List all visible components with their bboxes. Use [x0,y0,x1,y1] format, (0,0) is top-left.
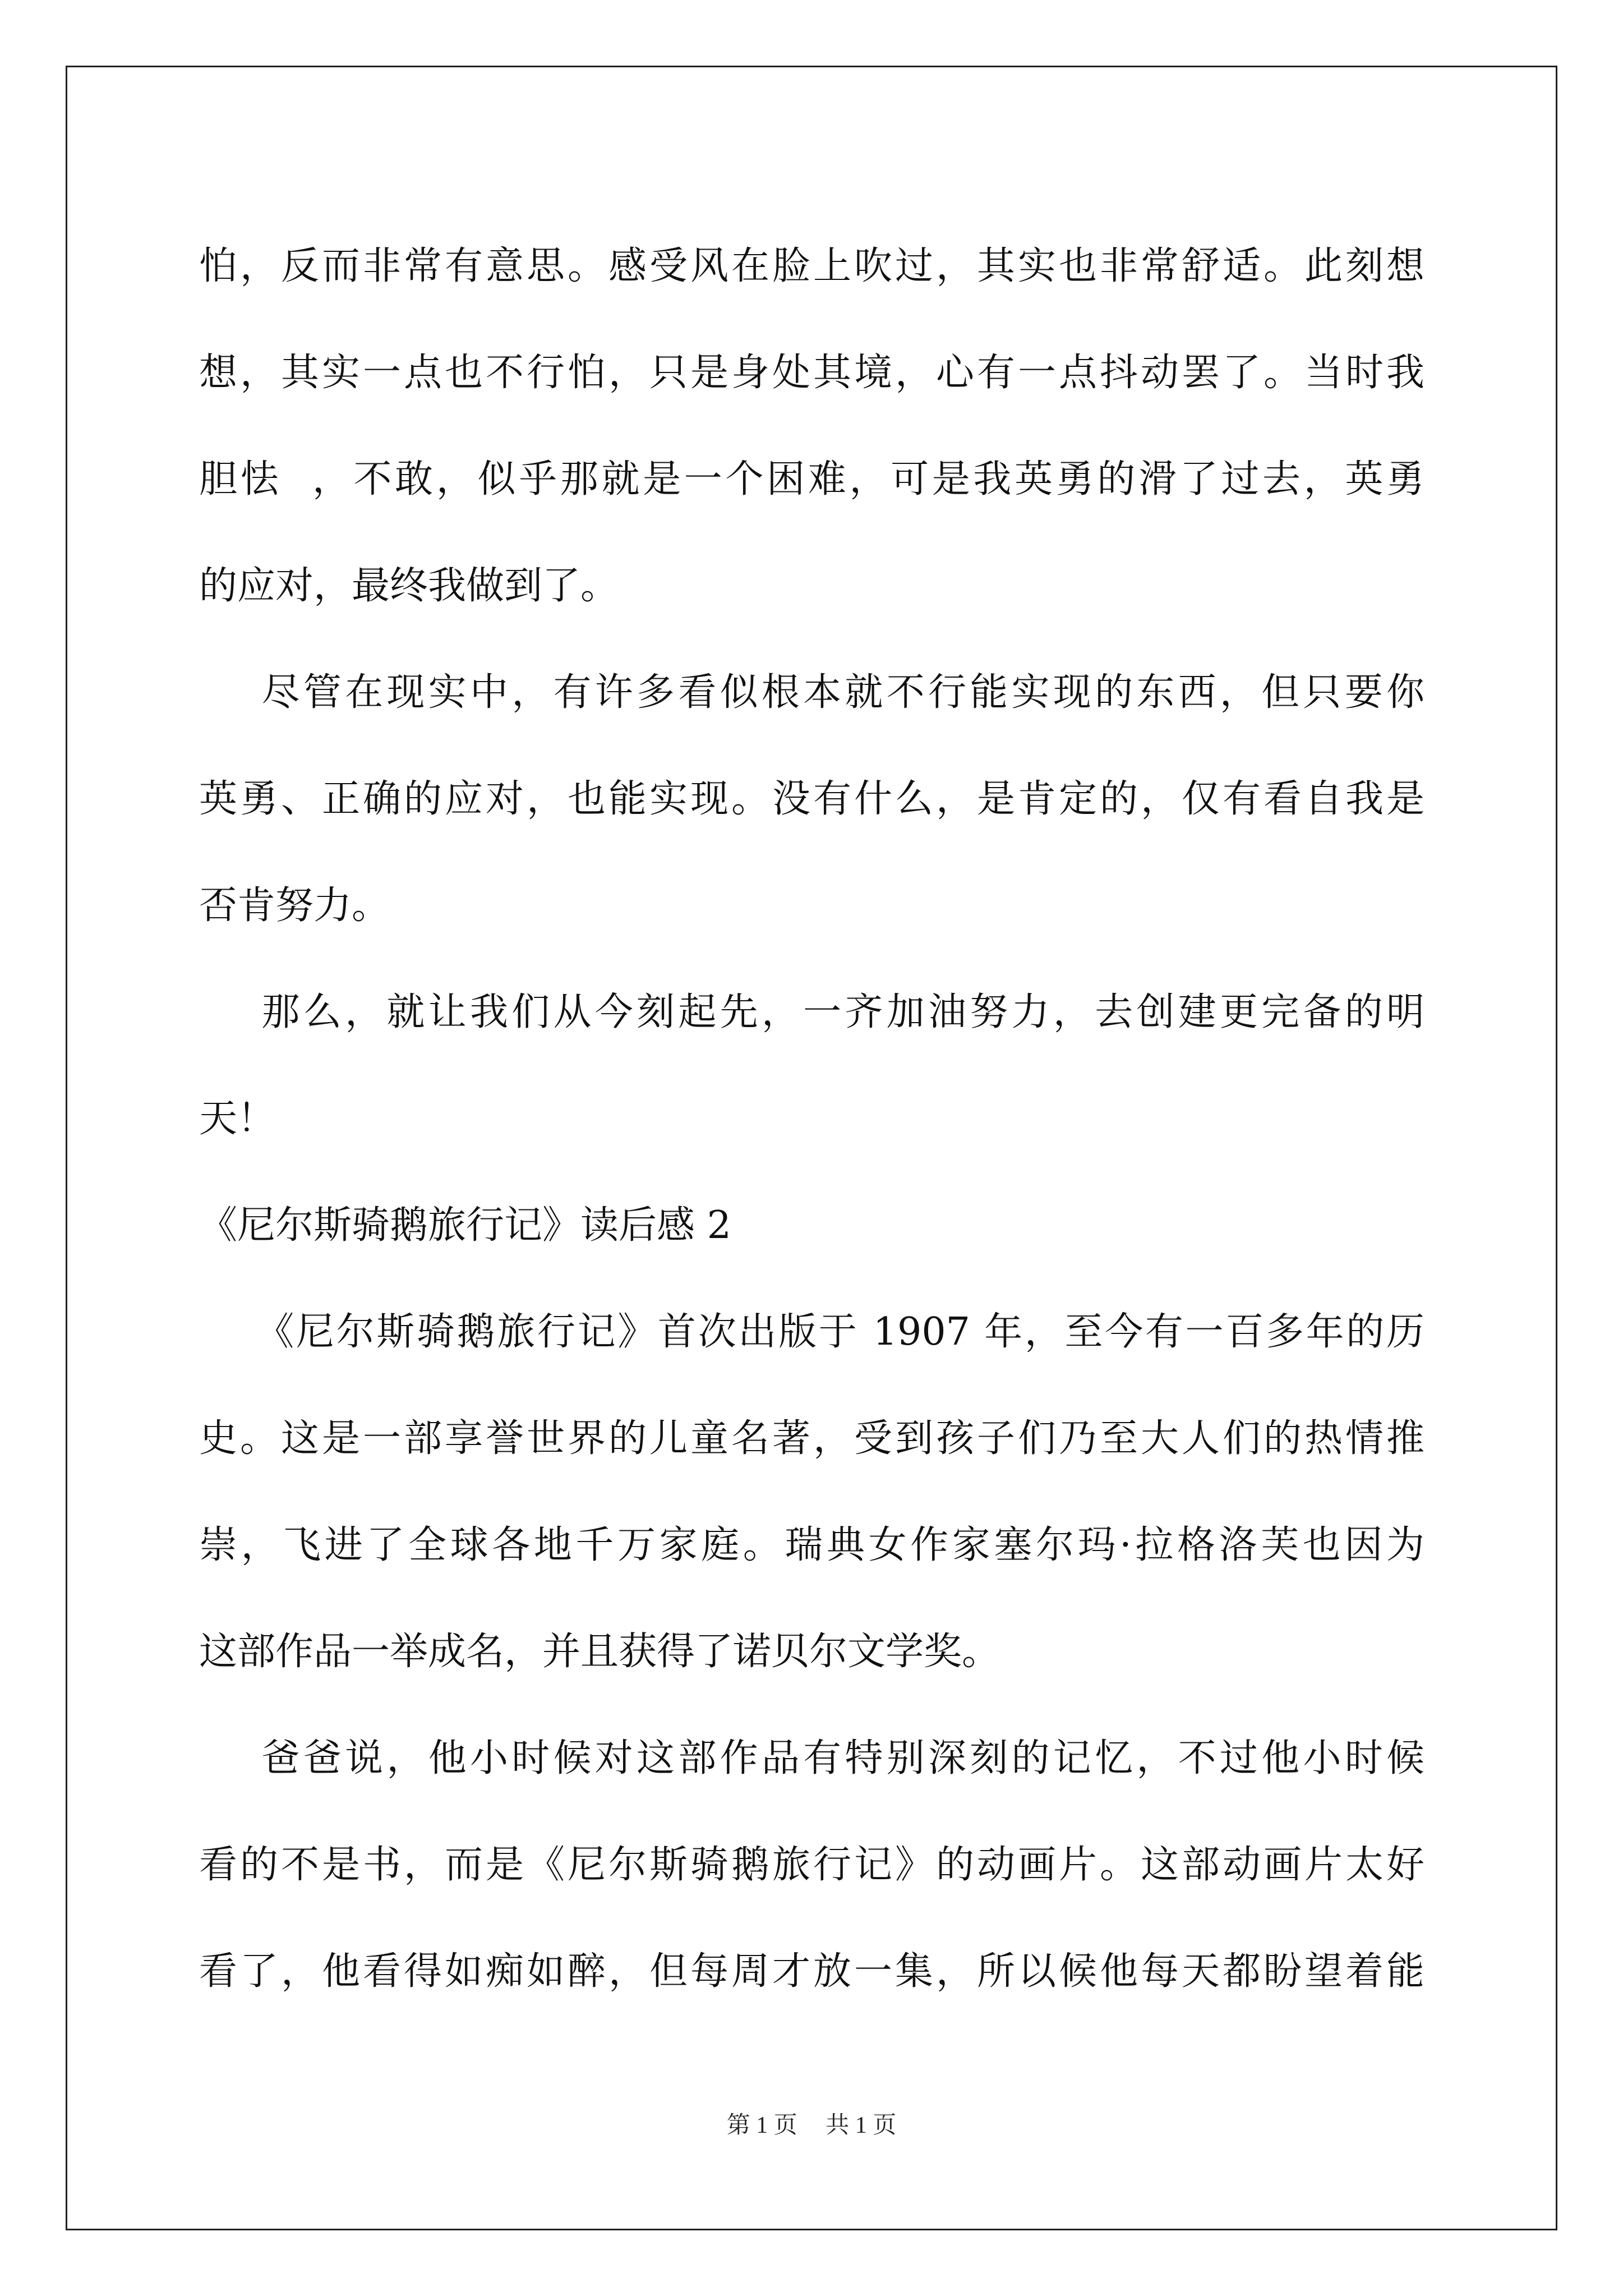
section-heading: 《尼尔斯骑鹅旅行记》读后感 2 [199,1203,731,1248]
page-number: 第 1 页 [726,2113,797,2138]
text-line: 胆怯 ，不敢，似乎那就是一个困难，可是我英勇的滑了过去，英勇 [199,457,1424,501]
page-total: 共 1 页 [826,2113,897,2138]
document-body [199,213,1424,2025]
text-line: 这部作品一举成名，并且获得了诺贝尔文学奖。 [199,1630,1000,1674]
text-line: 天！ [199,1097,276,1141]
page-footer [0,2106,1623,2140]
paragraph-start-line: 那么，就让我们从今刻起先，一齐加油努力，去创建更完备的明 [199,990,1424,1034]
paragraph-start-line: 尽管在现实中，有许多看似根本就不行能实现的东西，但只要你 [199,670,1424,715]
text-line: 想，其实一点也不行怕，只是身处其境，心有一点抖动罢了。当时我 [199,351,1424,395]
text-line: 史。这是一部享誉世界的儿童名著，受到孩子们乃至大人们的热情推 [199,1416,1424,1461]
paragraph-start-line: 爸爸说，他小时候对这部作品有特别深刻的记忆，不过他小时候 [199,1736,1424,1780]
text-line: 看的不是书，而是《尼尔斯骑鹅旅行记》的动画片。这部动画片太好 [199,1843,1424,1887]
text-line: 看了，他看得如痴如醉，但每周才放一集，所以候他每天都盼望着能 [199,1949,1424,1994]
paragraph-start-line: 《尼尔斯骑鹅旅行记》首次出版于 1907 年，至今有一百多年的历 [199,1310,1424,1354]
text-line: 英勇、正确的应对，也能实现。没有什么，是肯定的，仅有看自我是 [199,777,1424,821]
text-line: 的应对，最终我做到了。 [199,564,619,608]
text-line: 怕，反而非常有意思。感受风在脸上吹过，其实也非常舒适。此刻想 [199,244,1424,288]
text-line: 崇，飞进了全球各地千万家庭。瑞典女作家塞尔玛·拉格洛芙也因为 [199,1523,1424,1567]
text-line: 否肯努力。 [199,884,390,928]
